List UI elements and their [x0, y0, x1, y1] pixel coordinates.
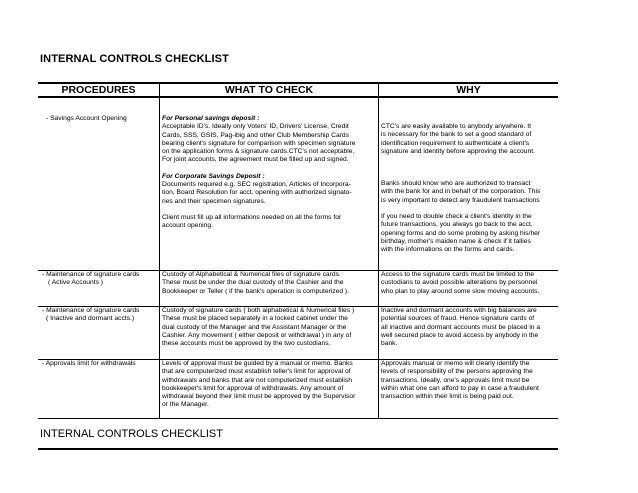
text-line: For joint accounts, the agreement must be filled up and signed.	[162, 156, 349, 164]
text-line: If you need to double check a client's identity in the	[381, 213, 532, 221]
procedure-cell	[38, 307, 159, 359]
procedure-cell	[38, 98, 159, 270]
footer-divider	[38, 448, 558, 450]
text-line: Cards, SSS, GSIS, Pag-ibig and other Club Membership Cards	[162, 131, 349, 139]
procedure-cell	[38, 360, 159, 418]
procedure-line: - Maintenance of signature cards	[42, 271, 140, 278]
text-line: is very important to detect any fraudulent transactions	[381, 196, 540, 204]
text-line: Access to the signature cards must be limited to the	[381, 271, 535, 278]
why-cell	[378, 360, 558, 418]
header-why: WHY	[378, 84, 558, 96]
text-line: bookkeeper's limit for approval of withdrawals. Any amount of	[162, 384, 344, 392]
text-line: signature and identity before approving the account.	[381, 147, 535, 155]
procedure-line: - Savings Account Opening	[46, 115, 127, 122]
text-line: identification requirement to authenticate a client's	[381, 139, 530, 147]
procedure-line: - Maintenance of signature cards	[42, 307, 140, 314]
text-line: that are computerized must establish teller's limit for approval of	[162, 368, 351, 376]
text-line: ries and their specimen signatures.	[162, 197, 266, 205]
text-line: bearing client's signature for comparison with specimen signature	[162, 139, 356, 147]
procedure-line: ( Active Accounts )	[48, 279, 104, 287]
why-cell	[378, 307, 558, 359]
what-cell	[159, 307, 378, 359]
text-line: on the application forms & signature cards.CTC's not acceptable.	[162, 148, 355, 156]
text-line: Inactive and dormant accounts with big balances are	[381, 307, 537, 314]
text-line: Banks should know who are authorized to transact	[381, 180, 531, 188]
text-line: Client must fill up all informations needed on all the forms for	[162, 213, 342, 221]
text-line: These must be placed separately in a locked cabinet under the	[162, 315, 348, 323]
procedure-line: - Approvals limit for withdrawals	[42, 360, 136, 367]
section-heading: For Personal savings deposit :	[162, 115, 260, 122]
text-line: is necessary for the bank to set a good standard of	[381, 131, 532, 139]
text-line: withdrawal beyond their limit must be approved by the Supervisor	[162, 393, 356, 401]
text-line: Acceptable ID's. Ideally only Voters' ID, Drivers' License, Credit	[162, 123, 349, 131]
table-header	[38, 82, 558, 98]
procedure-cell	[38, 271, 159, 306]
checklist-table	[38, 82, 558, 419]
text-line: birthday, mother's maiden name & check if it tallies	[381, 237, 531, 245]
text-line: tion, Board Resolution for acct. opening with authorized signato-	[162, 189, 352, 197]
table-row	[38, 271, 558, 307]
procedure-line: ( Inactive and dormant accts.)	[46, 315, 135, 323]
document-title: INTERNAL CONTROLS CHECKLIST	[40, 53, 229, 65]
text-line: Bookkeeper or Teller ( if the bank's operation is computerized ).	[162, 287, 350, 295]
text-line: Cashier. Any movement ( either deposit or withdrawal ) in any of	[162, 331, 352, 339]
section-heading: For Corporate Savings Deposit :	[162, 172, 265, 180]
text-line: dual custody of the Manager and the Assistant Manager or the	[162, 323, 347, 331]
footer-title: INTERNAL CONTROLS CHECKLIST	[40, 428, 223, 440]
text-line: or the Manager.	[162, 401, 209, 409]
text-line: These must be under the dual custody of the Cashier and the	[162, 279, 344, 287]
text-line: Documents required e.g. SEC registration, Articles of Incorpora-	[162, 181, 351, 189]
header-what-to-check: WHAT TO CHECK	[159, 84, 378, 96]
text-line: CTC's are easily available to anybody anywhere. It	[381, 123, 531, 130]
text-line: transactions. Ideally, one's approvals limit must be	[381, 376, 530, 384]
text-line: opening forms and do some probing by asking his/her	[381, 229, 541, 237]
text-line: well secured place to avoid access by anybody in the	[381, 331, 539, 339]
text-line: future transactions, you always go back to the acct.	[381, 221, 533, 229]
text-line: these accounts must be approved by the two custodians.	[162, 340, 331, 348]
text-line: with the bank for and in behalf of the corporation. This	[381, 188, 541, 196]
what-cell	[159, 360, 378, 418]
text-line: account opening.	[162, 222, 213, 230]
table-row	[38, 307, 558, 360]
table-row	[38, 98, 558, 271]
text-line: transaction within their limit is being paid out.	[381, 393, 514, 401]
text-line: all inactive and dormant accounts must be placed in a	[381, 323, 541, 331]
text-line: within what one can afford to pay in case a fraudulent	[381, 384, 539, 392]
text-line: custodians to avoid possible alterations by personnel	[381, 279, 538, 287]
text-line: withdrawals and banks that are not computerized must establish	[162, 376, 352, 384]
text-line: Custody of Alphabetical & Numerical files of signature cards.	[162, 271, 341, 278]
table-row	[38, 360, 558, 419]
text-line: Custody of signature cards ( both alphabetical & Numerical files )	[162, 307, 355, 314]
what-cell	[159, 98, 378, 270]
why-cell	[378, 98, 558, 270]
text-line: levels of responsibility of the persons approving the	[381, 368, 533, 376]
text-line: Approvals manual or memo will clearly identify the	[381, 360, 530, 367]
why-cell	[378, 271, 558, 306]
what-cell	[159, 271, 378, 306]
text-line: with the informations on the forms and cards.	[381, 246, 515, 254]
text-line: bank.	[381, 340, 398, 348]
text-line: potential sources of fraud. Hence signature cards of	[381, 315, 535, 323]
text-line: who plan to play around some slow moving accounts.	[381, 287, 540, 295]
header-procedures: PROCEDURES	[61, 84, 136, 96]
text-line: Levels of approval must be guided by a manual or memo. Banks	[162, 360, 353, 367]
